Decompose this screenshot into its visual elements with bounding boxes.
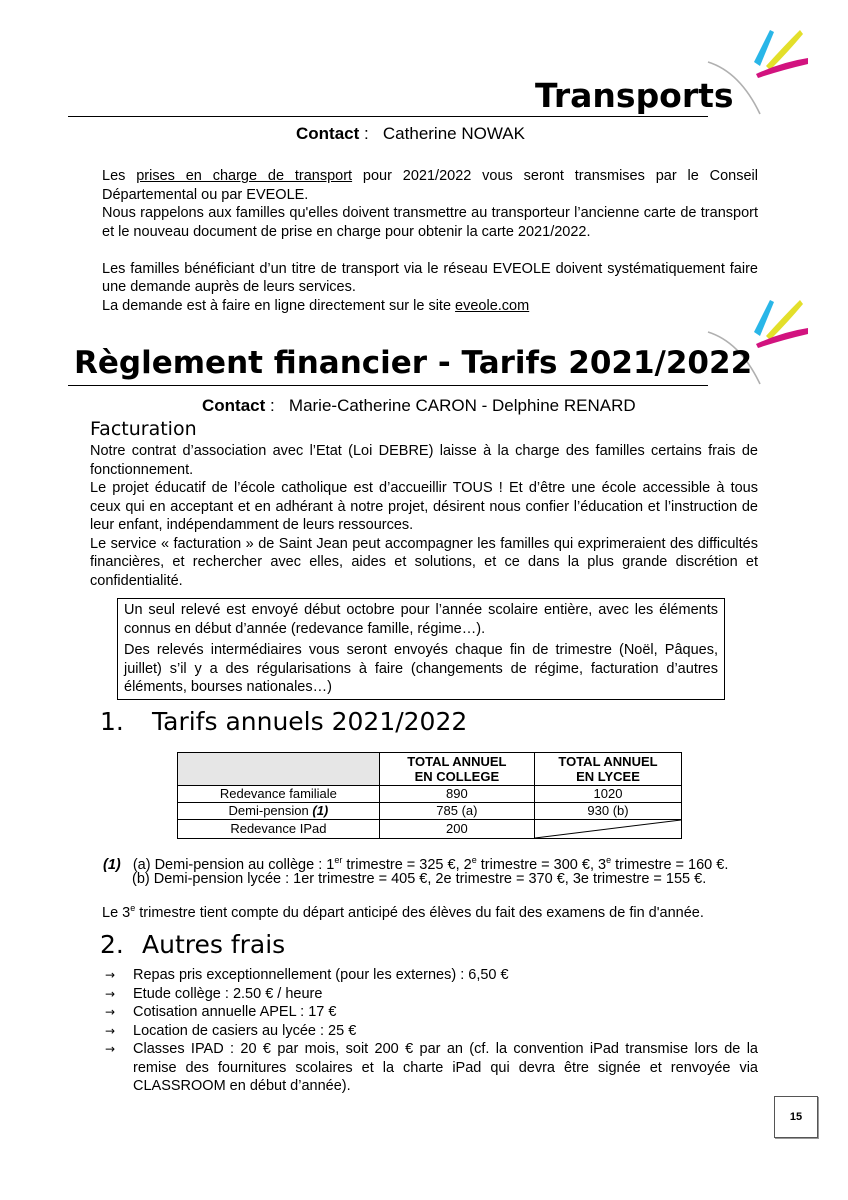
facturation-paragraph-1: Notre contrat d’association avec l’Etat (Loi DEBRE) laisse à la charge des familles certains frais de fonctionnement. <box>90 443 758 478</box>
arrow-right-icon: → <box>105 1042 116 1056</box>
row-college: 890 <box>379 786 534 803</box>
contact-name: Catherine NOWAK <box>382 124 525 143</box>
arrow-right-icon: → <box>105 1023 116 1038</box>
tarifs-header-empty <box>178 753 380 786</box>
transports-paragraph-4: La demande est à faire en ligne directement sur le site eveole.com <box>102 297 530 314</box>
releve-info-1: Un seul relevé est envoyé début octobre pour l’année scolaire entière, avec les éléments connus en début d’année (redevance famille, régime…). <box>124 602 718 637</box>
contact-label-2: Contact <box>202 396 266 415</box>
transports-title: Transports <box>535 76 734 115</box>
arrow-right-icon: → <box>105 1005 116 1019</box>
list-item: → Cotisation annuelle APEL : 17 € <box>105 1004 337 1020</box>
contact-names: Marie-Catherine CARON - Delphine RENARD <box>288 396 636 415</box>
facturation-text <box>90 442 758 590</box>
eveole-link[interactable]: eveole.com <box>455 297 530 314</box>
diagonal-strike <box>535 820 681 838</box>
note-marker: (1) <box>103 856 121 873</box>
transports-contact: Contact : Catherine NOWAK <box>296 124 525 143</box>
autres-list <box>103 966 758 1096</box>
row-label: Redevance IPad <box>178 820 380 839</box>
table-row <box>178 803 682 820</box>
releve-info-2: Des relevés intermédiaires vous seront envoyés chaque fin de trimestre (Noël, Pâques, juillet) s’il y a des régularisations à faire (changements de régime, facturation d’autres éléments, bourses nationales…) <box>124 642 718 695</box>
list-item: → Location de casiers au lycée : 25 € <box>105 1022 357 1039</box>
page-number: 15 <box>774 1096 818 1138</box>
reglement-title-rule <box>68 385 708 386</box>
autres-heading <box>100 930 285 959</box>
transports-paragraph-2: Nous rappelons aux familles qu'elles doivent transmettre au transporteur l’ancienne carte de transport et le nouveau document de prise en charge pour obtenir la carte 2021/2022. <box>102 205 758 240</box>
facturation-heading: Facturation <box>90 418 197 440</box>
tarifs-note-b: (b) Demi-pension lycée : 1er trimestre = 405 €, 2e trimestre = 370 €, 3e trimestre = 155 €. <box>132 871 707 887</box>
transports-paragraph-3: Les familles bénéficiant d’un titre de transport via le réseau EVEOLE doivent systématiquement faire une demande auprès de leurs services. <box>102 260 758 295</box>
tarifs-header-lycee: TOTAL ANNUEL EN LYCEE <box>534 753 681 786</box>
tarifs-header-row <box>178 753 682 786</box>
tarifs-number: 1. <box>100 707 124 736</box>
transports-title-rule <box>68 116 708 117</box>
row-college: 200 <box>379 820 534 839</box>
transports-paragraph-1: Les prises en charge de transport pour 2021/2022 vous seront transmises par le Conseil Départemental ou par EVEOLE. <box>102 168 758 203</box>
autres-title: Autres frais <box>142 930 286 959</box>
tarifs-header-college: TOTAL ANNUEL EN COLLEGE <box>379 753 534 786</box>
arrow-right-icon: → <box>105 968 116 982</box>
tarifs-title: Tarifs annuels 2021/2022 <box>152 707 468 736</box>
row-label: Demi-pension (1) <box>178 803 380 820</box>
contact-label: Contact <box>296 124 360 143</box>
row-label: Redevance familiale <box>178 786 380 803</box>
autres-number: 2. <box>100 930 124 959</box>
table-row <box>178 820 682 839</box>
list-item: → Repas pris exceptionnellement (pour les externes) : 6,50 € <box>105 967 509 983</box>
transports-text <box>102 167 758 315</box>
arrow-right-icon: → <box>105 986 116 1001</box>
facturation-paragraph-2: Le projet éducatif de l’école catholique est d’accueillir TOUS ! Et d’être une école accessible à tous ceux qui en acceptant et en adhérant à notre projet, désirent nous confier l’éducation et l’instruction de leur enfant, indépendamment de leurs ressources. <box>90 480 758 533</box>
reglement-title: Règlement financier - Tarifs 2021/2022 <box>74 345 753 381</box>
tarifs-heading <box>100 707 467 736</box>
row-lycee: 1020 <box>534 786 681 803</box>
transports-spacer <box>102 241 758 260</box>
tarifs-note-a: (1) (a) Demi-pension au collège : 1er trimestre = 325 €, 2e trimestre = 300 €, 3e trimestre = 160 €. <box>103 855 729 873</box>
row-college: 785 (a) <box>379 803 534 820</box>
reglement-contact: Contact : Marie-Catherine CARON - Delphine RENARD <box>202 396 636 415</box>
table-row <box>178 786 682 803</box>
prises-en-charge-link[interactable]: prises en charge de transport <box>136 168 353 184</box>
row-lycee-empty <box>534 820 681 839</box>
list-item: → Classes IPAD : 20 € par mois, soit 200 € par an (cf. la convention iPad transmise lors de la remise des fournitures scolaires et la charte iPad qui devra être signée et renvoyée via CLASSROOM en début d’année). <box>105 1041 758 1094</box>
row-lycee: 930 (b) <box>534 803 681 820</box>
list-item: → Etude collège : 2.50 € / heure <box>105 985 323 1002</box>
tarifs-table <box>177 752 682 839</box>
facturation-paragraph-3: Le service « facturation » de Saint Jean peut accompagner les familles qui exprimeraient des difficultés financières, et rechercher avec elles, aides et solutions, et ce dans la plus grande discrétion et confidentialité. <box>90 535 758 589</box>
third-term-note: Le 3e trimestre tient compte du départ anticipé des élèves du fait des examens de fin d'année. <box>102 903 704 921</box>
releve-info-box <box>117 598 725 700</box>
